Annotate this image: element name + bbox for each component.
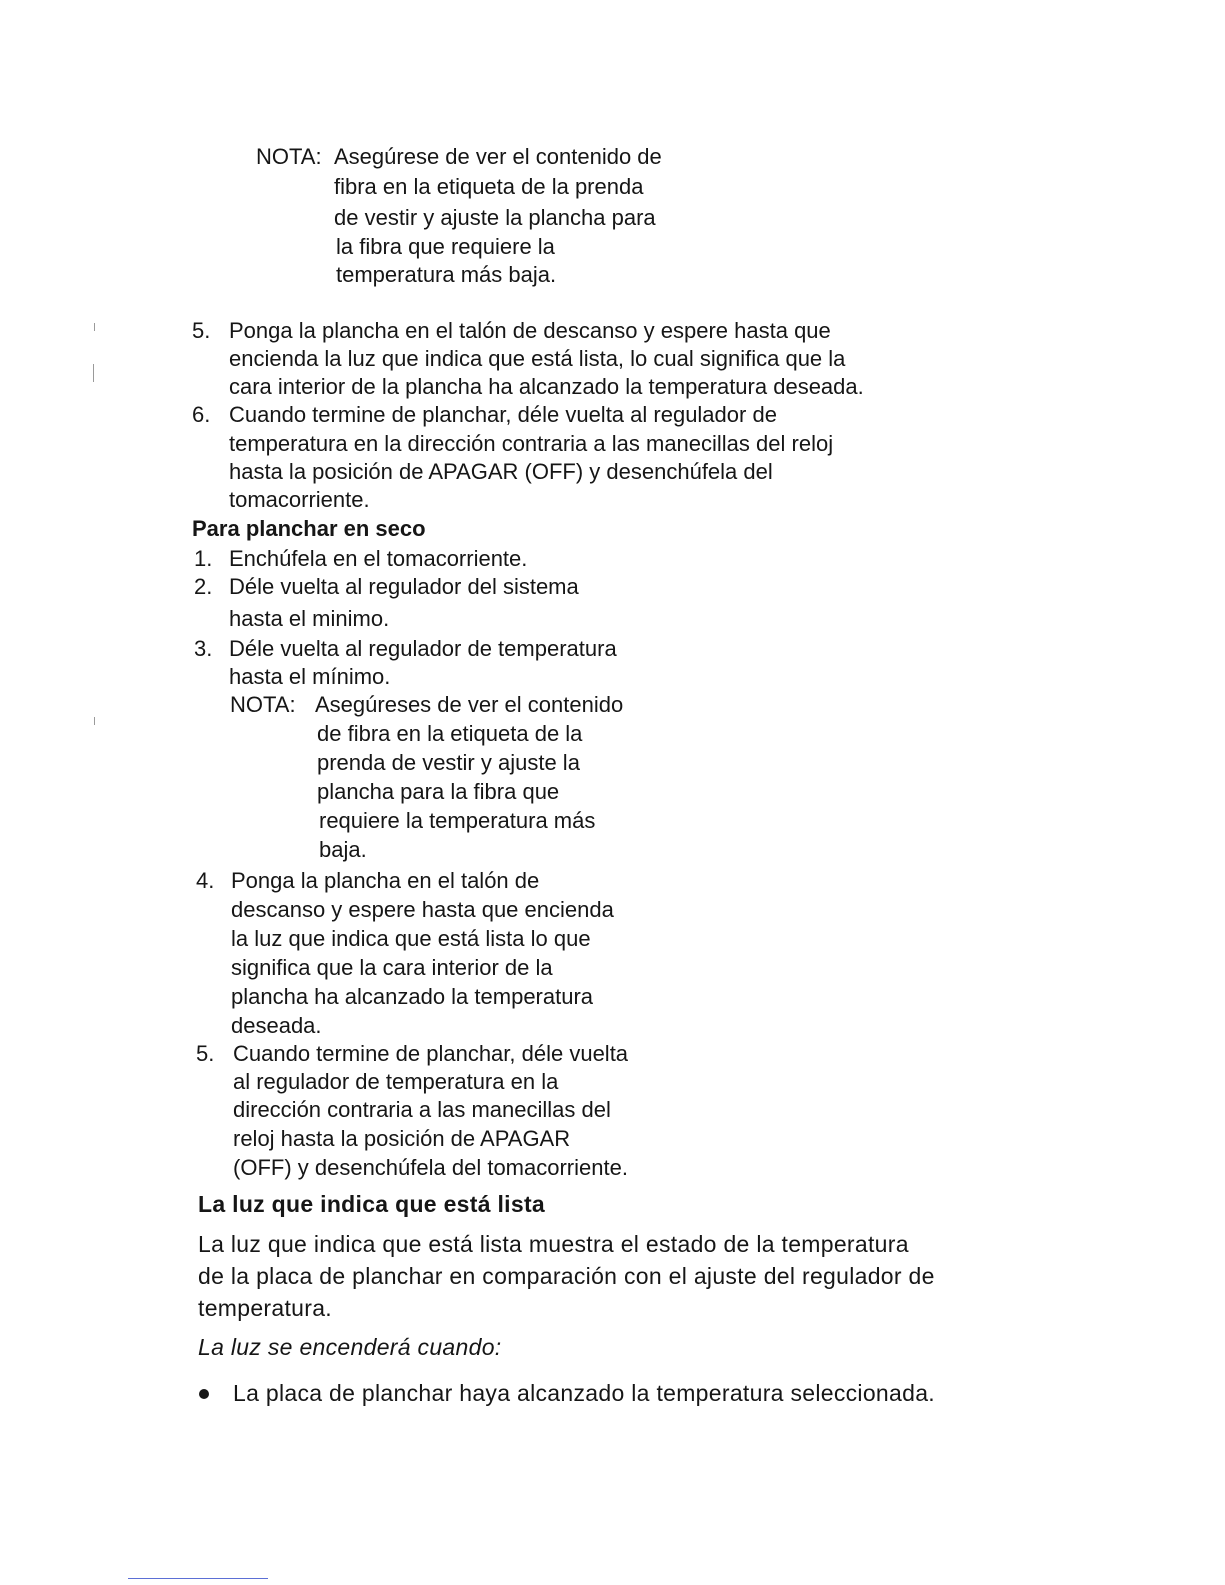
step-text: Cuando termine de planchar, déle vuelta al regulador de [229,402,777,427]
step-text: plancha ha alcanzado la temperatura [231,984,594,1009]
ready-light-paragraph-line: temperatura. [198,1295,332,1321]
step-text: descanso y espere hasta que encienda [231,897,614,922]
ready-light-bullet-text: La placa de planchar haya alcanzado la temperatura seleccionada. [233,1380,935,1406]
step-text: encienda la luz que indica que está lista, lo cual significa que la [229,346,846,371]
step-text: tomacorriente. [229,487,370,512]
step-text: hasta el mínimo. [229,664,391,689]
step-text: al regulador de temperatura en la [233,1069,559,1094]
step-number: 3. [194,636,213,661]
step-number: 2. [194,574,213,599]
ready-light-intro: La luz se encenderá cuando: [198,1334,502,1360]
note-dry-line: requiere la temperatura más [319,808,596,833]
ready-light-paragraph-line: La luz que indica que está lista muestra el estado de la temperatura [198,1231,909,1257]
bottom-rule [128,1578,268,1579]
step-text: temperatura en la dirección contraria a las manecillas del reloj [229,431,834,456]
note-dry-line: plancha para la fibra que [317,779,560,804]
note-dry-line: de fibra en la etiqueta de la [317,721,583,746]
note-top-line: la fibra que requiere la [336,234,555,259]
step-number: 5. [196,1041,215,1066]
note-top-line: temperatura más baja. [336,262,557,287]
dry-ironing-heading: Para planchar en seco [192,516,426,541]
ready-light-heading: La luz que indica que está lista [198,1191,546,1217]
note-top-line: fibra en la etiqueta de la prenda [334,174,644,199]
step-text: Ponga la plancha en el talón de [231,868,540,893]
step-text: Cuando termine de planchar, déle vuelta [233,1041,629,1066]
scan-mark [94,717,95,725]
step-number: 6. [192,402,211,427]
step-text: significa que la cara interior de la [231,955,553,980]
note-dry-label: NOTA: [230,692,296,717]
note-dry-line: baja. [319,837,367,862]
step-text: Déle vuelta al regulador de temperatura [229,636,617,661]
step-text: hasta el minimo. [229,606,390,631]
step-number: 1. [194,546,213,571]
note-dry-line: prenda de vestir y ajuste la [317,750,580,775]
step-text: hasta la posición de APAGAR (OFF) y desenchúfela del [229,459,773,484]
step-text: Ponga la plancha en el talón de descanso y espere hasta que [229,318,831,343]
scan-mark [93,364,94,382]
step-number: 5. [192,318,211,343]
step-text: Déle vuelta al regulador del sistema [229,574,579,599]
note-top-label: NOTA: [256,144,322,169]
note-top-line: de vestir y ajuste la plancha para [334,205,656,230]
ready-light-paragraph-line: de la placa de planchar en comparación con el ajuste del regulador de [198,1263,935,1289]
step-text: cara interior de la plancha ha alcanzado la temperatura deseada. [229,374,864,399]
step-text: dirección contraria a las manecillas del [233,1097,611,1122]
step-text: deseada. [231,1013,322,1038]
note-top-line: Asegúrese de ver el contenido de [334,144,662,169]
step-text: Enchúfela en el tomacorriente. [229,546,528,571]
note-dry-line: Asegúreses de ver el contenido [315,692,624,717]
step-text: la luz que indica que está lista lo que [231,926,591,951]
step-text: (OFF) y desenchúfela del tomacorriente. [233,1155,628,1180]
bullet-icon [199,1389,209,1399]
scan-mark [94,323,95,331]
step-text: reloj hasta la posición de APAGAR [233,1126,571,1151]
step-number: 4. [196,868,215,893]
